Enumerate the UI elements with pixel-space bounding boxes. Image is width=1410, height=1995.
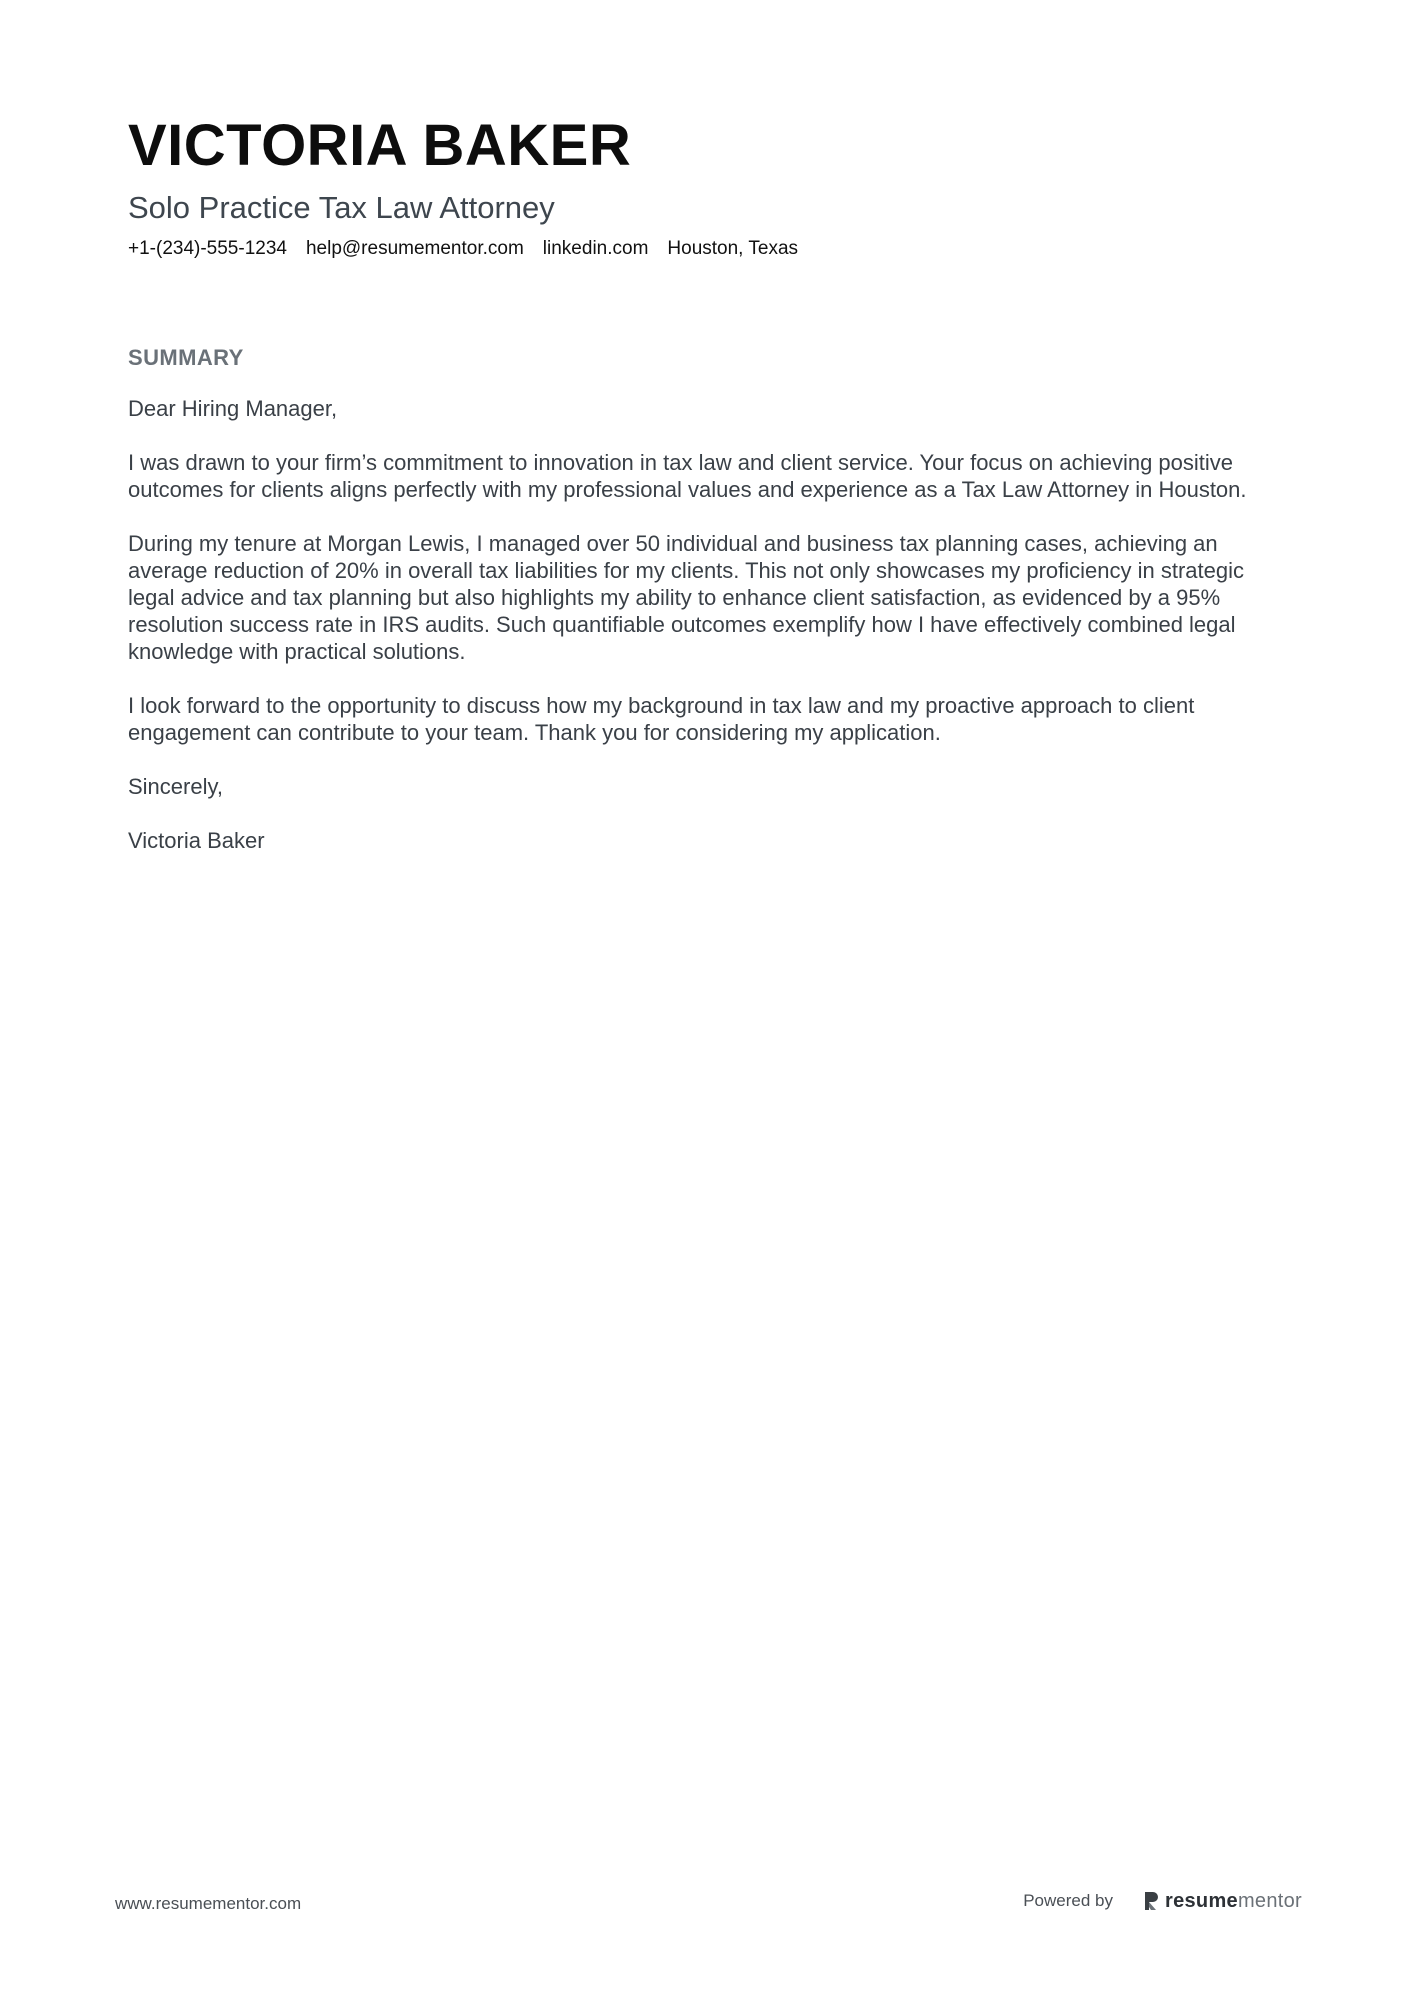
letter-salutation: Dear Hiring Manager, [128, 396, 338, 421]
letter-closing: Sincerely, [128, 774, 223, 799]
candidate-name: VICTORIA BAKER [128, 113, 632, 178]
letter-paragraph: I was drawn to your firm’s commitment to innovation in tax law and client service. Your focus on achieving positive outcomes for clients aligns perfectly with my professional values and experience as a Tax Law Attorney in Houston. [128, 450, 1247, 502]
contact-phone: +1-(234)-555-1234 [128, 238, 287, 259]
contact-info [128, 236, 1288, 262]
section-title: SUMMARY [128, 345, 244, 370]
letter-body [128, 395, 1293, 854]
brand-name-bold: resume [1165, 1890, 1238, 1912]
summary-section [128, 343, 1293, 881]
brand-name-light: mentor [1237, 1890, 1302, 1912]
contact-location: Houston, Texas [667, 238, 799, 259]
resumementor-logo-icon [1143, 1891, 1159, 1911]
letter-paragraph: During my tenure at Morgan Lewis, I managed over 50 individual and business tax planning cases, achieving an average reduction of 20% in overall tax liabilities for my clients. This not only showcases my proficiency in strategic legal advice and tax planning but also highlights my ability to enhance client satisfaction, as evidenced by a 95% resolution success rate in IRS audits. Such quantifiable outcomes exemplify how I have effectively combined legal knowledge with practical solutions. [128, 531, 1244, 664]
powered-by-label: Powered by [1023, 1891, 1113, 1910]
footer-branding [1023, 1889, 1302, 1913]
brand-logo[interactable] [1143, 1889, 1302, 1913]
contact-email: help@resumementor.com [305, 238, 524, 259]
letter-signature: Victoria Baker [128, 828, 265, 853]
letter-header [128, 108, 1288, 262]
contact-linkedin: linkedin.com [542, 238, 649, 259]
candidate-role: Solo Practice Tax Law Attorney [128, 190, 555, 225]
footer-website[interactable]: www.resumementor.com [115, 1894, 302, 1913]
letter-paragraph: I look forward to the opportunity to discuss how my background in tax law and my proactive approach to client engagement can contribute to your team. Thank you for considering my application. [128, 693, 1195, 745]
